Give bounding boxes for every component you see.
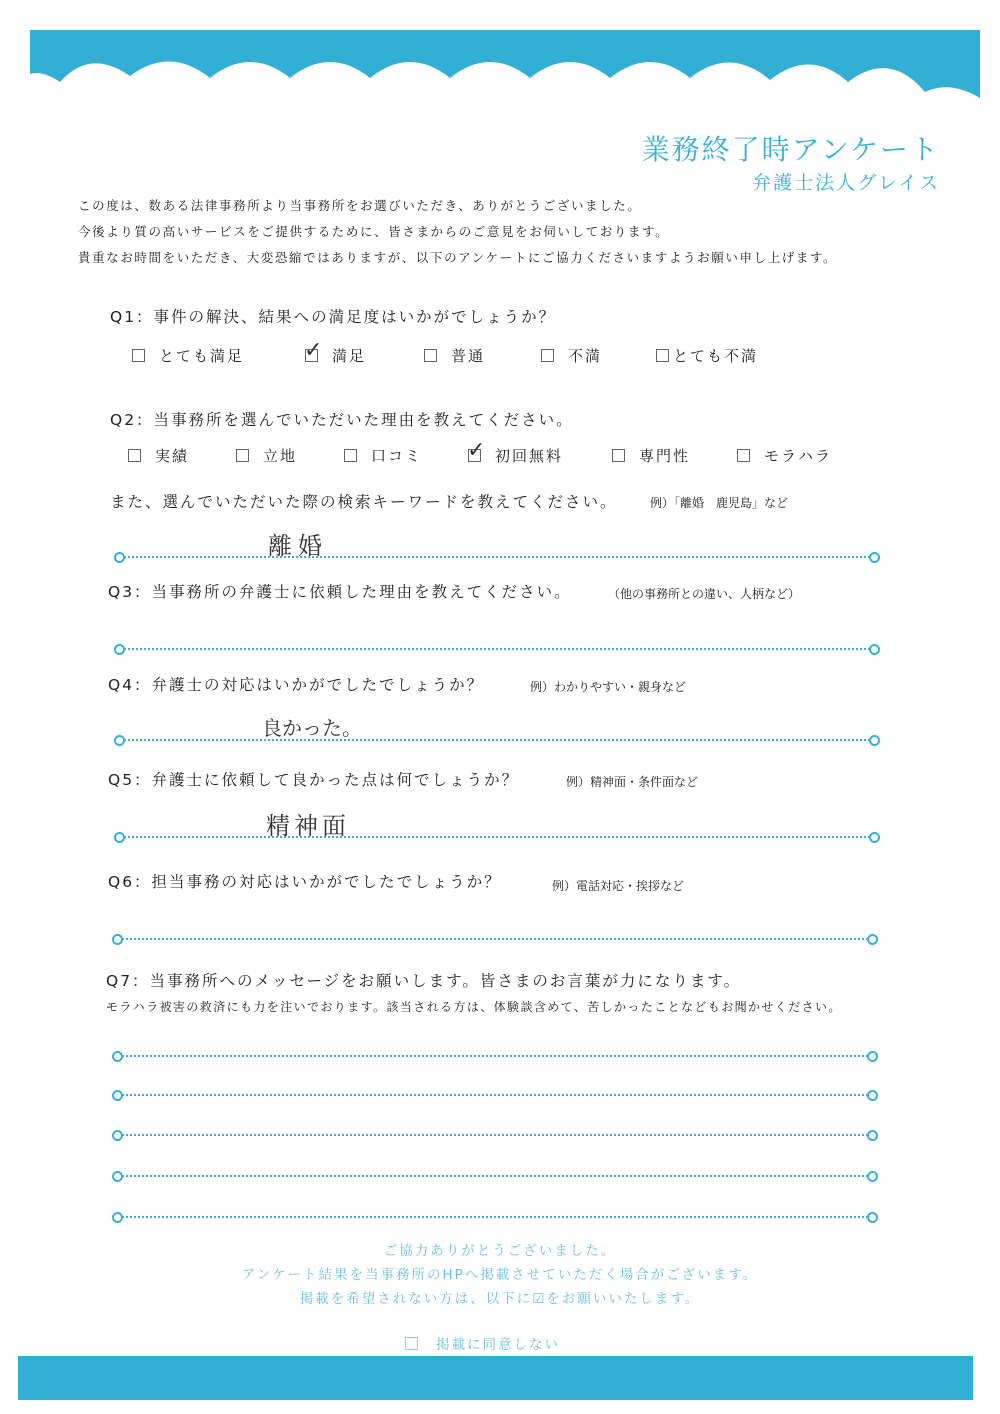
- footer-thanks: ご協力ありがとうございました。: [383, 1243, 617, 1259]
- line-end-dot-icon: [867, 1171, 878, 1182]
- q3-question: Q3：当事務所の弁護士に依頼した理由を教えてください。: [108, 583, 572, 601]
- line-end-dot-icon: [869, 832, 880, 843]
- answer-line-q7-1[interactable]: [118, 1055, 872, 1057]
- q4-example: 例）わかりやすい・親身など: [530, 680, 687, 694]
- q5-question: Q5：弁護士に依頼して良かった点は何でしょうか？: [108, 771, 520, 789]
- q2-option-moral-harassment[interactable]: モラハラ: [737, 445, 832, 466]
- q7-note: モラハラ被害の救済にも力を注いでおります。該当される方は、体験談含めて、苦しかったことなどもお聞かせください。: [106, 1000, 842, 1014]
- line-end-dot-icon: [112, 1171, 123, 1182]
- answer-line-q7-3[interactable]: [118, 1134, 872, 1136]
- line-end-dot-icon: [869, 552, 880, 563]
- q2-option-track-record[interactable]: 実績: [128, 445, 189, 466]
- line-end-dot-icon: [112, 934, 123, 945]
- checkbox[interactable]: [541, 349, 554, 362]
- q1-option-very-dissatisfied[interactable]: とても不満: [656, 345, 758, 366]
- answer-line-q7-5[interactable]: [118, 1216, 872, 1218]
- checkbox[interactable]: [737, 449, 750, 462]
- line-end-dot-icon: [112, 1051, 123, 1062]
- line-end-dot-icon: [114, 832, 125, 843]
- consent-label: 掲載に同意しない: [436, 1337, 560, 1353]
- checkbox[interactable]: [304, 338, 325, 363]
- intro-line-1: この度は、数ある法律事務所より当事務所をお選びいただき、ありがとうございました。: [78, 198, 642, 213]
- checkbox[interactable]: [467, 438, 488, 463]
- line-end-dot-icon: [869, 644, 880, 655]
- firm-name: 弁護士法人グレイス: [752, 172, 940, 194]
- line-end-dot-icon: [114, 735, 125, 746]
- line-end-dot-icon: [112, 1090, 123, 1101]
- q1-option-dissatisfied[interactable]: 不満: [541, 345, 602, 366]
- footer-opt-out-note: 掲載を希望されない方は、以下に☑をお願いいたします。: [299, 1291, 701, 1307]
- q2-option-expertise[interactable]: 専門性: [612, 445, 690, 466]
- answer-line-q3: [120, 648, 874, 650]
- answer-line-q6: [118, 938, 872, 940]
- q2-keyword-question: また、選んでいただいた際の検索キーワードを教えてください。: [110, 493, 618, 511]
- checkbox[interactable]: [612, 449, 625, 462]
- header-cloud-band: [30, 30, 980, 130]
- page-title: 業務終了時アンケート: [641, 133, 940, 166]
- checkbox[interactable]: [656, 349, 669, 362]
- q5-answer[interactable]: 精神面: [266, 812, 350, 840]
- answer-line-q7-2[interactable]: [118, 1094, 872, 1096]
- check-mark-icon: ✓: [304, 338, 325, 363]
- q2-question: Q2：当事務所を選んでいただいた理由を教えてください。: [110, 411, 574, 429]
- q6-example: 例）電話対応・挨拶など: [552, 879, 685, 893]
- line-end-dot-icon: [112, 1212, 123, 1223]
- q1-question: Q1：事件の解決、結果への満足度はいかがでしょうか？: [110, 308, 557, 326]
- answer-line-q2: [120, 556, 874, 558]
- q3-example: （他の事務所との違い、人柄など）: [608, 587, 801, 601]
- q1-option-very-satisfied[interactable]: とても満足: [132, 345, 244, 366]
- footer-publish-note: アンケート結果を当事務所のHPへ掲載させていただく場合がございます。: [241, 1267, 759, 1283]
- checkbox[interactable]: [236, 449, 249, 462]
- line-end-dot-icon: [867, 934, 878, 945]
- q7-question: Q7：当事務所へのメッセージをお願いします。皆さまのお言葉が力になります。: [106, 972, 742, 990]
- checkbox[interactable]: [424, 349, 437, 362]
- line-end-dot-icon: [114, 644, 125, 655]
- q5-example: 例）精神面・条件面など: [566, 775, 699, 789]
- answer-line-q7-4[interactable]: [118, 1175, 872, 1177]
- q2-keyword-answer[interactable]: 離婚: [268, 532, 328, 560]
- line-end-dot-icon: [114, 552, 125, 563]
- q2-option-free-consultation[interactable]: ✓ 初回無料: [467, 438, 564, 465]
- q2-option-location[interactable]: 立地: [236, 445, 297, 466]
- answer-line-q4: [120, 739, 874, 741]
- line-end-dot-icon: [867, 1051, 878, 1062]
- q2-keyword-example: 例）「離婚 鹿児島」など: [650, 496, 789, 510]
- check-mark-icon: ✓: [467, 438, 488, 463]
- line-end-dot-icon: [867, 1212, 878, 1223]
- q2-option-reviews[interactable]: 口コミ: [344, 445, 422, 466]
- checkbox[interactable]: [132, 349, 145, 362]
- footer-band: [18, 1356, 973, 1400]
- consent-checkbox[interactable]: [405, 1337, 418, 1350]
- checkbox[interactable]: [128, 449, 141, 462]
- q4-question: Q4：弁護士の対応はいかがでしたでしょうか？: [108, 676, 485, 694]
- consent-option[interactable]: [405, 1333, 560, 1353]
- line-end-dot-icon: [867, 1130, 878, 1141]
- answer-line-q5: [120, 836, 874, 838]
- q6-question: Q6：担当事務の対応はいかがでしたでしょうか？: [108, 873, 502, 891]
- intro-line-2: 今後より質の高いサービスをご提供するために、皆さまからのご意見をお伺いしております。: [78, 224, 670, 239]
- line-end-dot-icon: [869, 735, 880, 746]
- line-end-dot-icon: [867, 1090, 878, 1101]
- q4-answer[interactable]: 良かった。: [262, 716, 362, 740]
- intro-line-3: 貴重なお時間をいただき、大変恐縮ではありますが、以下のアンケートにご協力くださいますようお願い申し上げます。: [78, 250, 838, 265]
- line-end-dot-icon: [112, 1130, 123, 1141]
- checkbox[interactable]: [344, 449, 357, 462]
- q1-option-neutral[interactable]: 普通: [424, 345, 485, 366]
- q1-option-satisfied[interactable]: ✓ 満足: [304, 338, 367, 365]
